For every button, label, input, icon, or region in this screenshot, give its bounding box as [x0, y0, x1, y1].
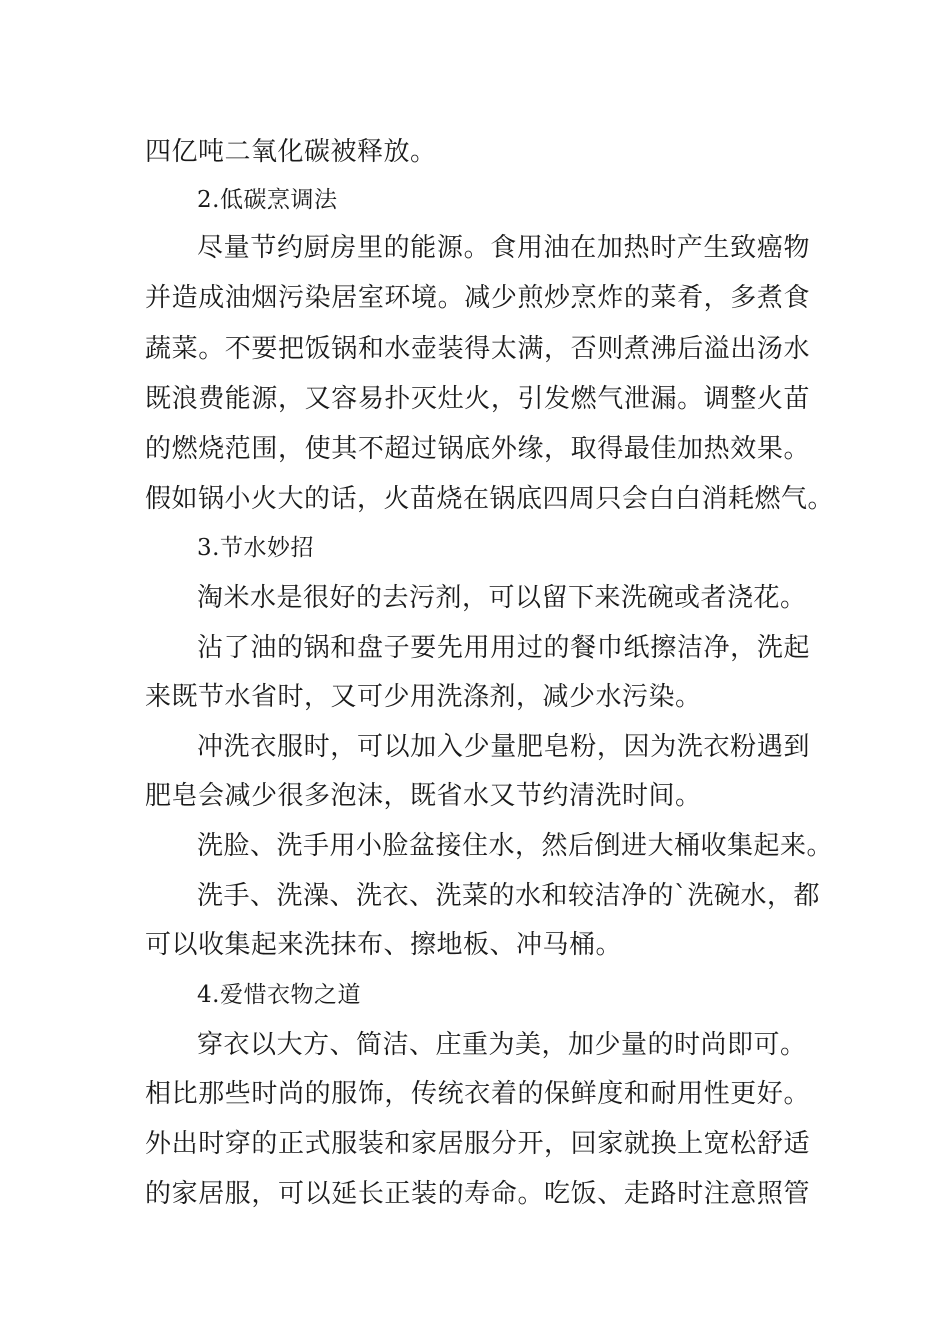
- text-line: 穿衣以大方、简洁、庄重为美，加少量的时尚即可。: [197, 1030, 807, 1060]
- text-line: 的家居服，可以延长正装的寿命。吃饭、走路时注意照管: [145, 1179, 810, 1209]
- text-line: 四亿吨二氧化碳被释放。: [145, 137, 437, 167]
- text-line: 冲洗衣服时，可以加入少量肥皂粉，因为洗衣粉遇到: [197, 732, 810, 762]
- text-line: 假如锅小火大的话，火苗烧在锅底四周只会白白消耗燃气。: [145, 484, 835, 514]
- section-heading: 2.低碳烹调法: [197, 187, 338, 213]
- text-line: 外出时穿的正式服装和家居服分开，回家就换上宽松舒适: [145, 1129, 810, 1159]
- text-line: 洗手、洗澡、洗衣、洗菜的水和较洁净的`洗碗水，都: [197, 881, 821, 911]
- text-line: 并造成油烟污染居室环境。减少煎炒烹炸的菜肴，多煮食: [145, 283, 810, 313]
- section-heading: 4.爱惜衣物之道: [197, 982, 361, 1008]
- text-line: 既浪费能源，又容易扑灭灶火，引发燃气泄漏。调整火苗: [145, 384, 810, 414]
- text-line: 洗脸、洗手用小脸盆接住水，然后倒进大桶收集起来。: [197, 831, 834, 861]
- text-line: 蔬菜。不要把饭锅和水壶装得太满，否则煮沸后溢出汤水: [145, 334, 810, 364]
- text-line: 肥皂会减少很多泡沫，既省水又节约清洗时间。: [145, 781, 702, 811]
- text-line: 的燃烧范围，使其不超过锅底外缘，取得最佳加热效果。: [145, 434, 810, 464]
- text-line: 淘米水是很好的去污剂，可以留下来洗碗或者浇花。: [197, 583, 807, 613]
- text-line: 尽量节约厨房里的能源。食用油在加热时产生致癌物: [197, 233, 810, 263]
- text-line: 可以收集起来洗抹布、擦地板、冲马桶。: [145, 930, 623, 960]
- text-line: 来既节水省时，又可少用洗涤剂，减少水污染。: [145, 682, 702, 712]
- section-heading: 3.节水妙招: [197, 535, 314, 561]
- text-line: 相比那些时尚的服饰，传统衣着的保鲜度和耐用性更好。: [145, 1079, 810, 1109]
- text-line: 沾了油的锅和盘子要先用用过的餐巾纸擦洁净，洗起: [197, 633, 810, 663]
